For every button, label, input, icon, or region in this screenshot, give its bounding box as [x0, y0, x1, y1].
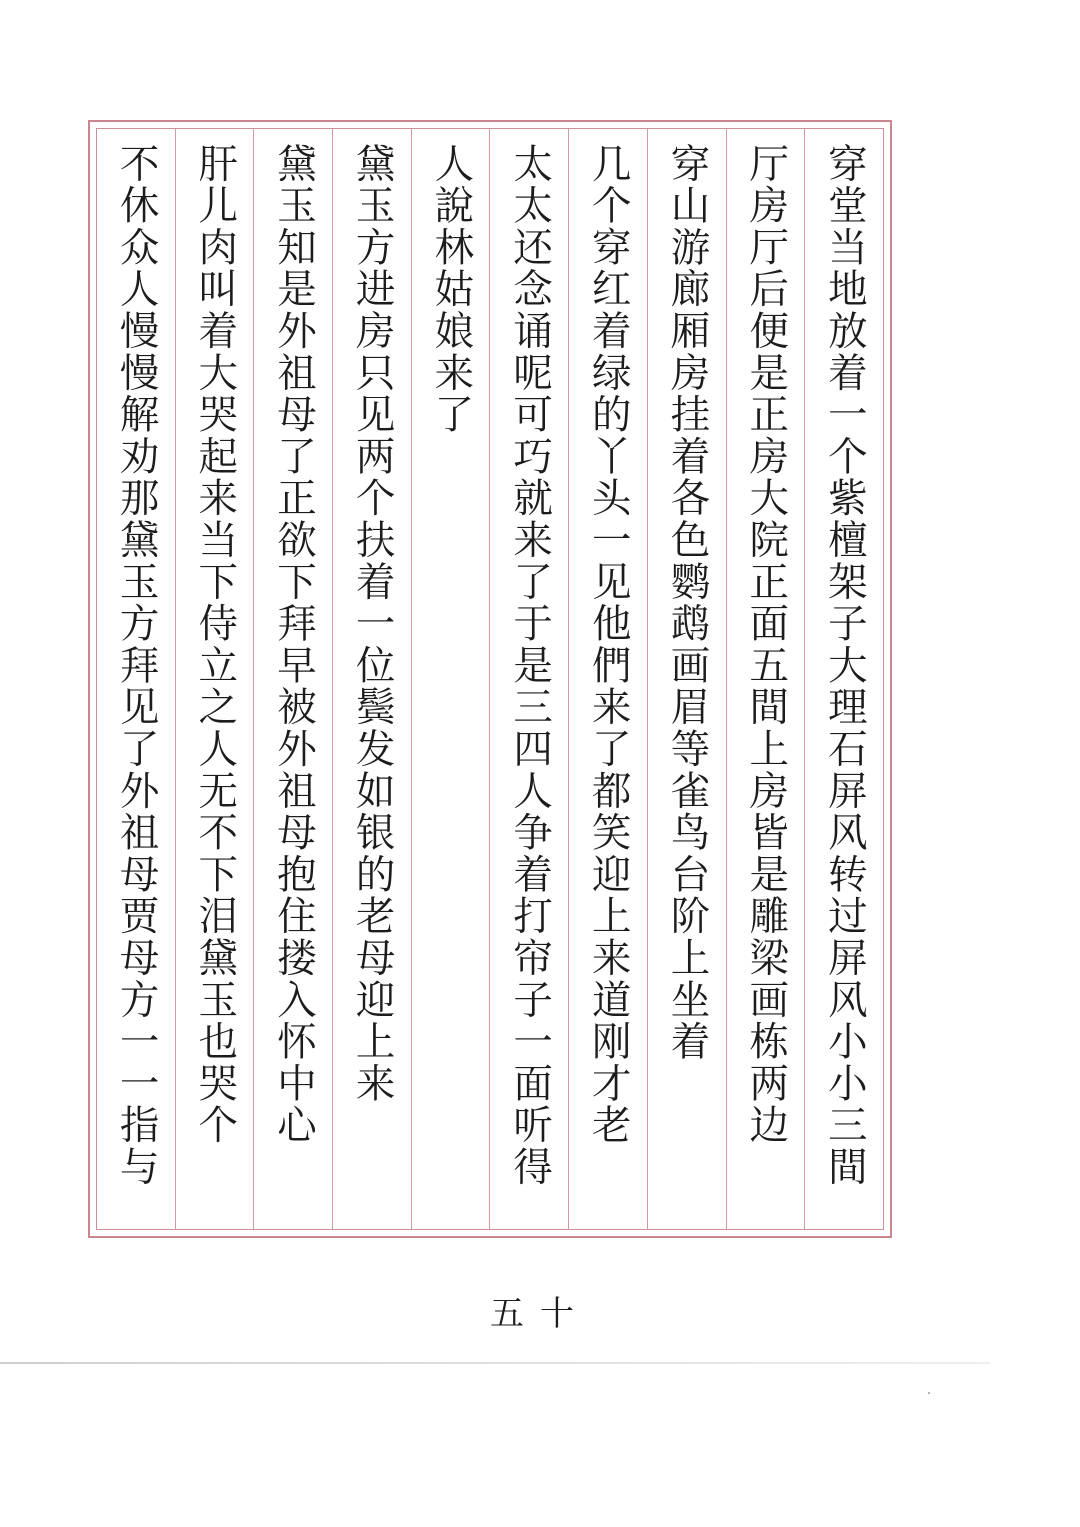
page-number: 五十 [490, 1294, 590, 1334]
text-column-8 [253, 129, 332, 1229]
column-text: 太太还念诵呢可巧就来了于是三四人争着打帘子一面听得 [507, 143, 554, 1188]
text-column-9 [175, 129, 254, 1229]
text-column-5 [489, 129, 568, 1229]
column-text: 人說林姑娘来了 [428, 143, 475, 436]
text-column-2 [726, 129, 805, 1229]
scan-speck [928, 1392, 930, 1394]
column-text: 几个穿红着绿的丫头一见他們来了都笑迎上来道刚才老 [585, 143, 632, 1147]
text-column-3 [647, 129, 726, 1229]
scan-edge-line [0, 1362, 990, 1364]
manuscript-grid [96, 128, 884, 1230]
column-text: 穿堂当地放着一个紫檀架子大理石屏风转过屏风小小三間 [821, 143, 868, 1188]
text-column-1 [804, 129, 883, 1229]
column-text: 黛玉知是外祖母了正欲下拜早被外祖母抱住搂入怀中心 [270, 143, 317, 1147]
text-column-7 [332, 129, 411, 1229]
text-column-4 [568, 129, 647, 1229]
column-text: 不休众人慢慢解劝那黛玉方拜见了外祖母贾母方一一指与 [113, 143, 160, 1188]
column-text: 黛玉方进房只见两个扶着一位鬓发如银的老母迎上来 [349, 143, 396, 1105]
column-text: 穿山游廊厢房挂着各色鹦鹉画眉等雀鸟台阶上坐着 [664, 143, 711, 1063]
column-text: 肝儿肉叫着大哭起来当下侍立之人无不下泪黛玉也哭个 [192, 143, 239, 1147]
manuscript-frame [88, 120, 892, 1238]
column-text: 厅房厅后便是正房大院正面五間上房皆是雕梁画栋两边 [743, 143, 790, 1147]
text-column-10 [97, 129, 175, 1229]
text-column-6 [411, 129, 490, 1229]
